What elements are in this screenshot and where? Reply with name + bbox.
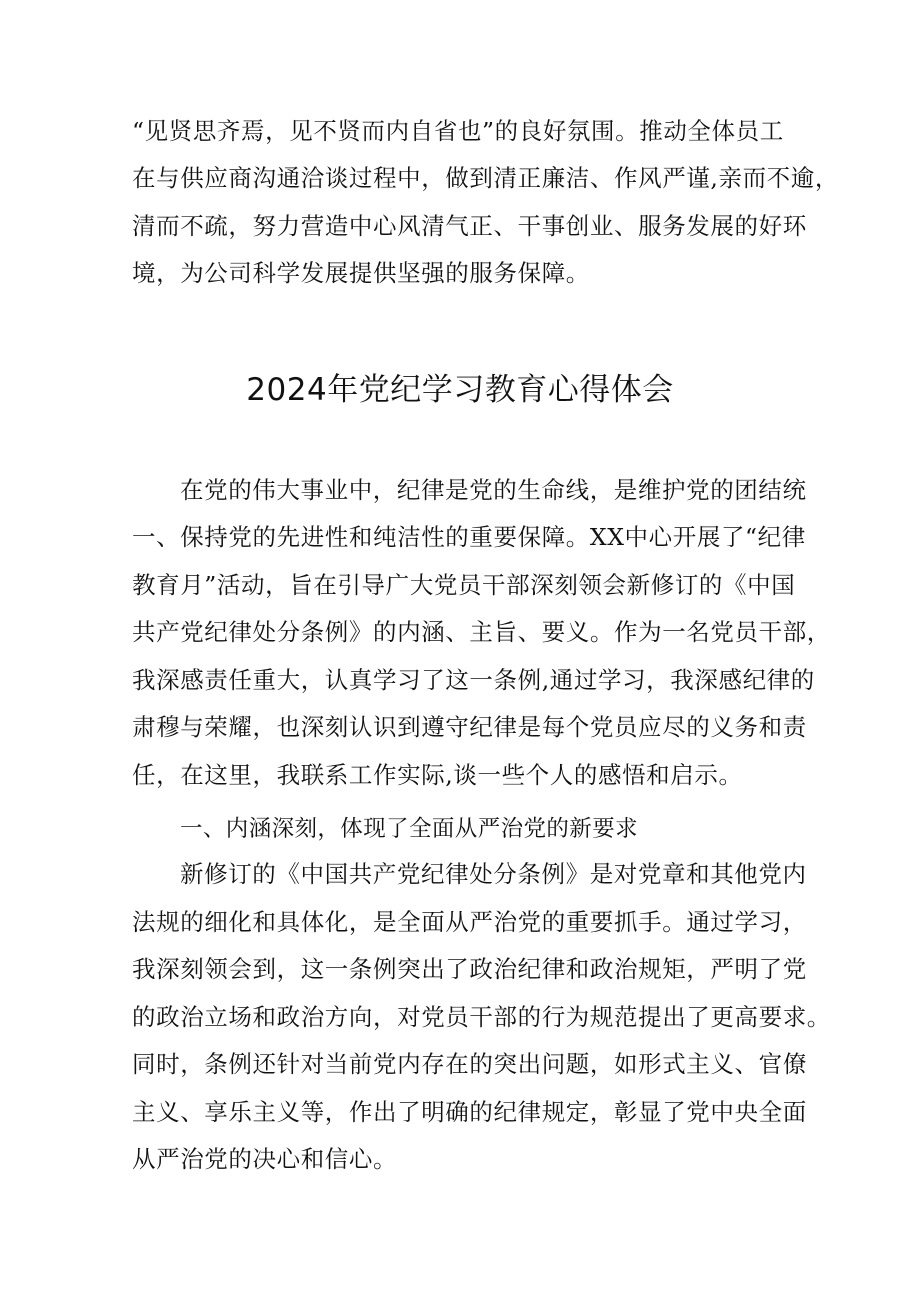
text-line: 在与供应商沟通洽谈过程中，做到清正廉洁、作风严谨,亲而不逾， [132, 164, 839, 192]
text-line: 教育月”活动，旨在引导广大党员干部深刻领会新修订的《中国 [132, 571, 796, 599]
text-line: 在党的伟大事业中，纪律是党的生命线，是维护党的团结统 [180, 476, 807, 504]
text-line: 我深感责任重大，认真学习了这一条例,通过学习，我深感纪律的 [132, 666, 815, 694]
text-line: 新修订的《中国共产党纪律处分条例》是对党章和其他党内 [180, 860, 807, 888]
text-line: 任，在这里，我联系工作实际,谈一些个人的感悟和启示。 [132, 761, 743, 789]
text-line: 共产党纪律处分条例》的内涵、主旨、要义。作为一名党员干部， [132, 618, 831, 646]
text-line: 的政治立场和政治方向，对党员干部的行为规范提出了更高要求。 [132, 1003, 831, 1031]
text-line: 同时，条例还针对当前党内存在的突出问题，如形式主义、官僚 [132, 1050, 807, 1078]
text-line: 从严治党的决心和信心。 [132, 1145, 398, 1173]
text-line: 法规的细化和具体化，是全面从严治党的重要抓手。通过学习， [132, 908, 807, 936]
text-line: 清而不疏，努力营造中心风清气正、干事创业、服务发展的好环 [132, 212, 807, 240]
section-heading: 一、内涵深刻，体现了全面从严治党的新要求 [180, 816, 639, 842]
text-line: 一、保持党的先进性和纯洁性的重要保障。XX中心开展了“纪律 [132, 523, 806, 551]
text-line: 我深刻领会到，这一条例突出了政治纪律和政治规矩，严明了党 [132, 955, 807, 983]
text-line: “见贤思齐焉，见不贤而内自省也”的良好氛围。推动全体员工 [132, 117, 784, 145]
text-line: 主义、享乐主义等，作出了明确的纪律规定，彰显了党中央全面 [132, 1098, 807, 1126]
text-line: 肃穆与荣耀，也深刻认识到遵守纪律是每个党员应尽的义务和责 [132, 713, 807, 741]
text-line: 境，为公司科学发展提供坚强的服务保障。 [132, 259, 590, 287]
document-title: 2024年党纪学习教育心得体会 [246, 372, 674, 408]
